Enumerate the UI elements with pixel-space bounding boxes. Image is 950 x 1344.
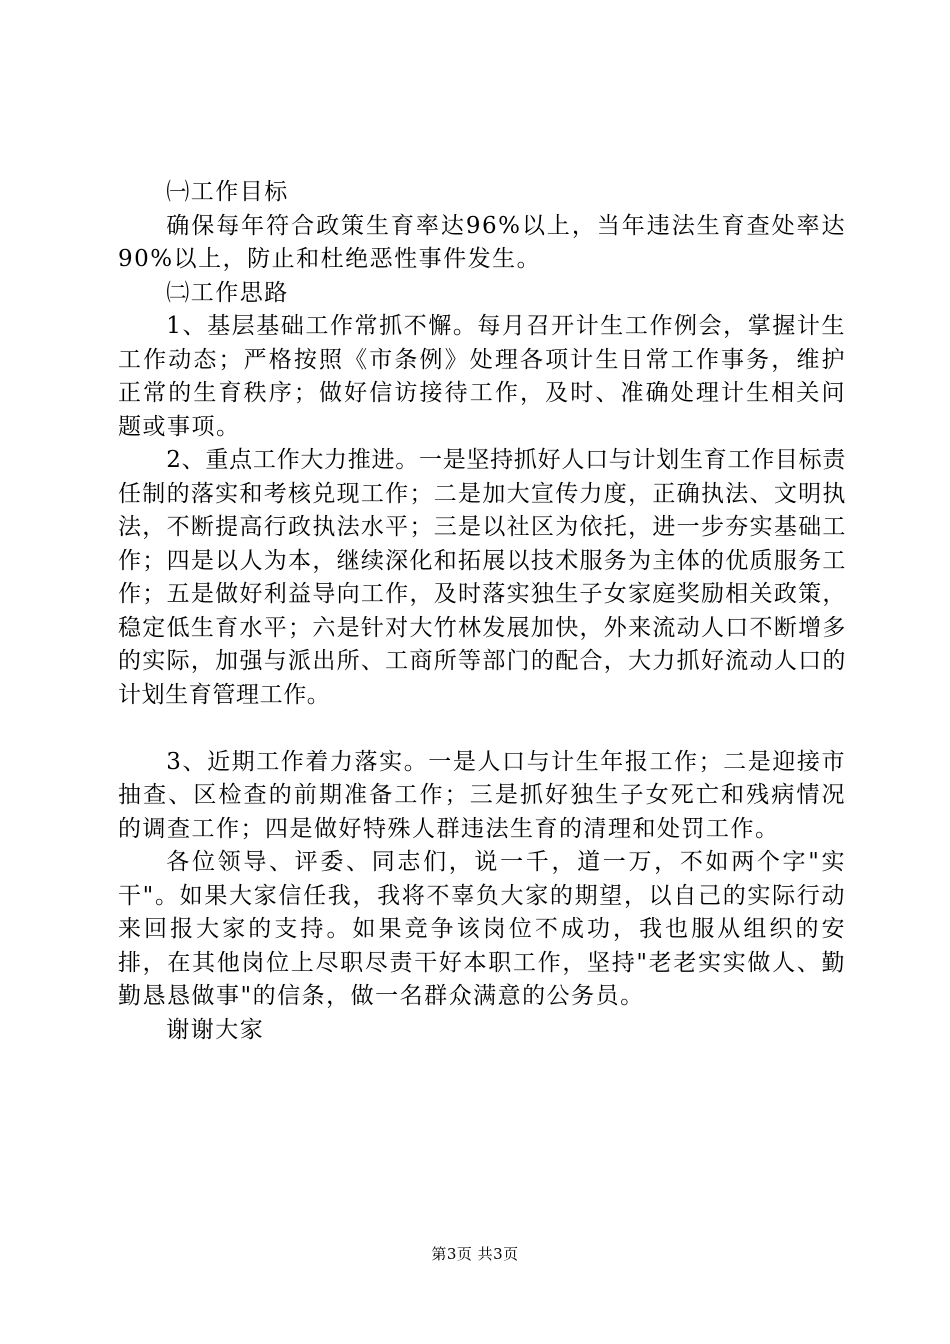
paragraph-item-2: 2、重点工作大力推进。一是坚持抓好人口与计划生育工作目标责任制的落实和考核兑现工作；二是加大宣传力度，正确执法、文明执法，不断提高行政执法水平；三是以社区为依托，进一步夯实基础工作；四是以人为本，继续深化和拓展以技术服务为主体的优质服务工作；五是做好利益导向工作，及时落实独生子女家庭奖励相关政策，稳定低生育水平；六是针对大竹林发展加快，外来流动人口不断增多的实际，加强与派出所、工商所等部门的配合，大力抓好流动人口的计划生育管理工作。 [118,447,846,708]
paragraph-goals: 确保每年符合政策生育率达96%以上，当年违法生育查处率达90%以上，防止和杜绝恶性事件发生。 [118,212,846,272]
document-body [118,176,846,1047]
section-heading-approach: ㈡工作思路 [166,279,289,306]
paragraph-item-1: 1、基层基础工作常抓不懈。每月召开计生工作例会，掌握计生工作动态；严格按照《市条例》处理各项计生日常工作事务，维护正常的生育秩序；做好信访接待工作，及时、准确处理计生相关问题或事项。 [118,313,846,440]
paragraph-item-3: 3、近期工作着力落实。一是人口与计生年报工作；二是迎接市抽查、区检查的前期准备工作；三是抓好独生子女死亡和残病情况的调查工作；四是做好特殊人群违法生育的清理和处罚工作。 [118,748,846,842]
paragraph-closing: 各位领导、评委、同志们，说一千，道一万，不如两个字"实干"。如果大家信任我，我将不辜负大家的期望，以自己的实际行动来回报大家的支持。如果竞争该岗位不成功，我也服从组织的安排，在其他岗位上尽职尽责干好本职工作，坚持"老老实实做人、勤勤恳恳做事"的信条，做一名群众满意的公务员。 [118,849,846,1009]
section-heading-goals: ㈠工作目标 [166,179,289,205]
page-number-footer: 第3页 共3页 [431,1245,519,1263]
paragraph-thanks: 谢谢大家 [166,1016,265,1043]
